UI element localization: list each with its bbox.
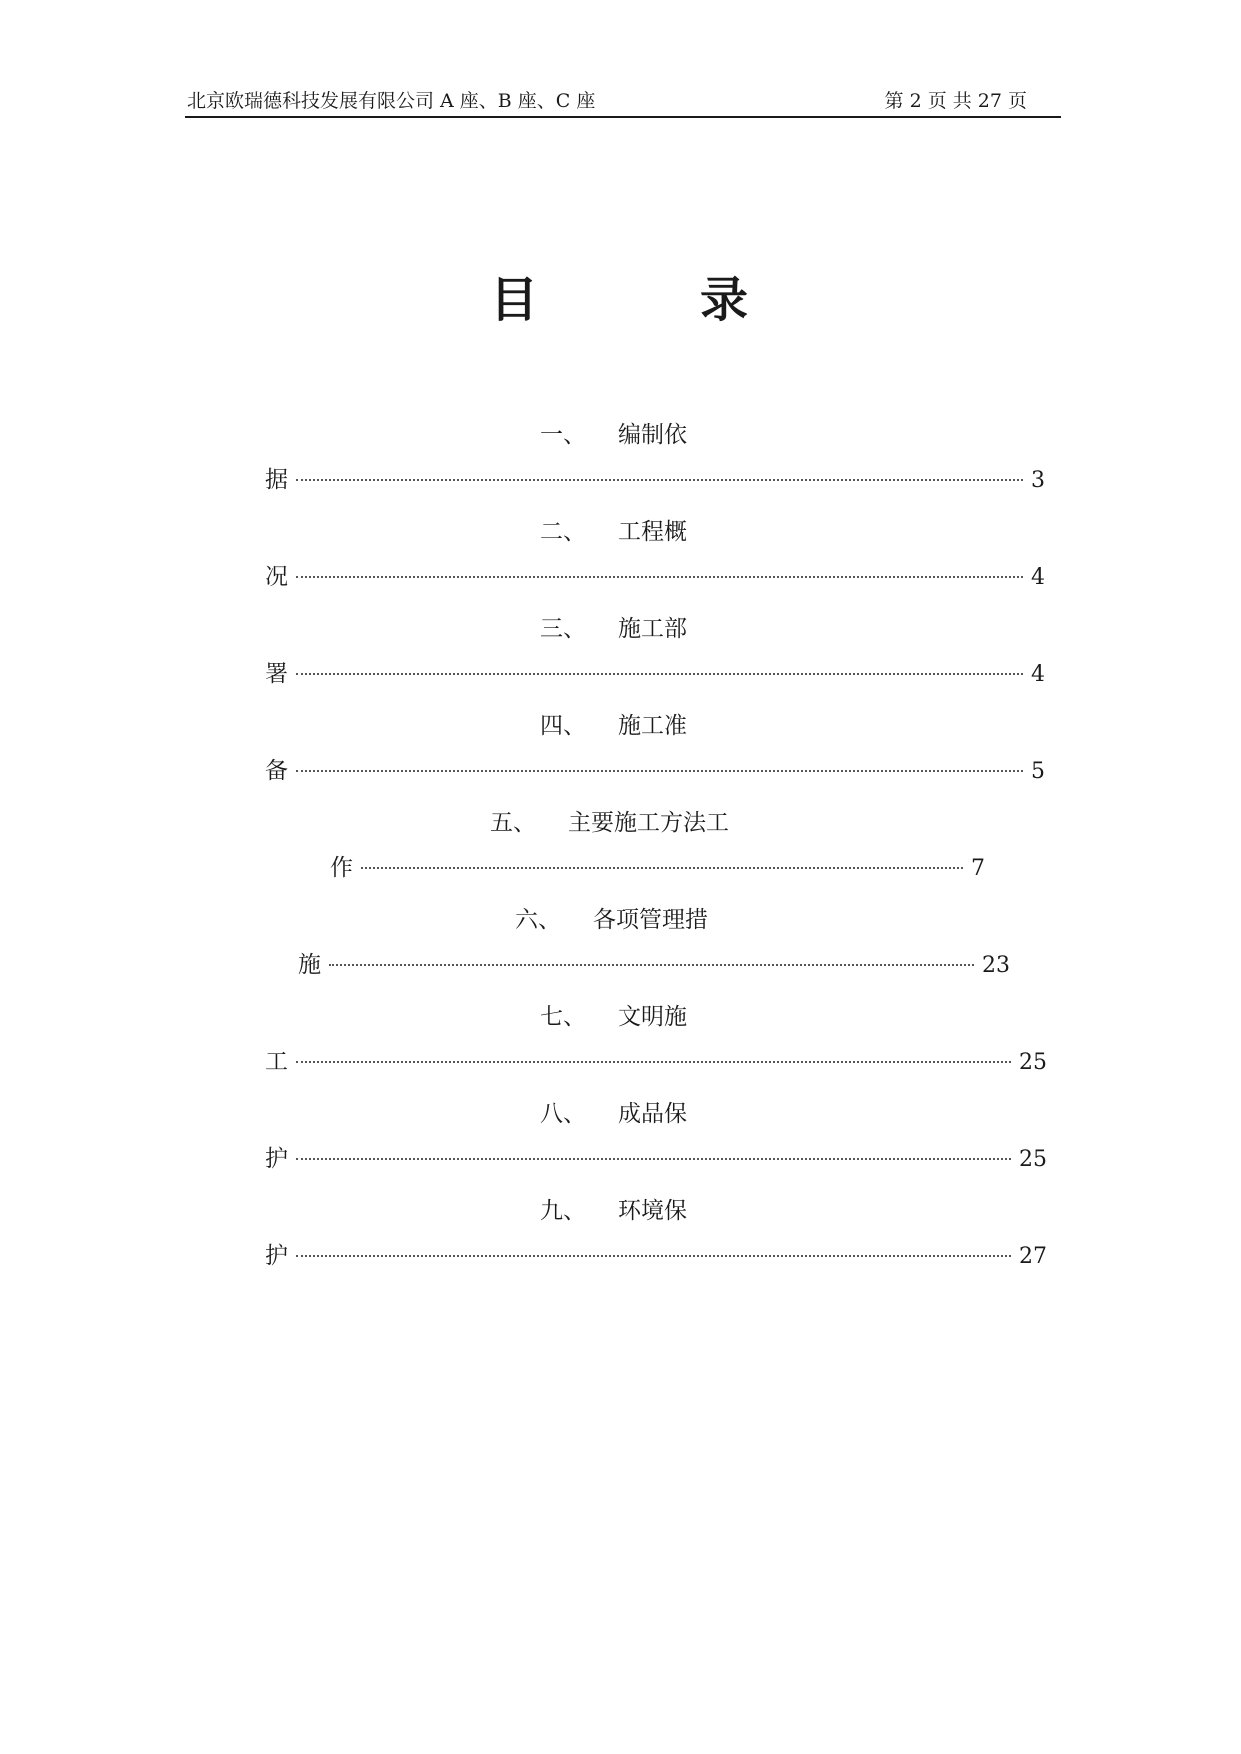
toc-entry[interactable] [0,803,1241,900]
toc-continuation-text: 备 [265,758,288,784]
toc-number: 八、 [540,1101,586,1127]
toc-line [265,654,1045,694]
toc-line [265,557,1045,597]
toc-number: 七、 [540,1004,586,1030]
toc-line [265,1042,1047,1082]
toc-number: 五、 [490,810,536,836]
toc-heading-text: 工程概 [618,519,687,545]
toc-continuation-text: 据 [265,467,288,493]
toc-number: 九、 [540,1198,586,1224]
toc-entry[interactable] [0,512,1241,609]
page-title [0,270,1241,330]
toc-leader-dots [296,671,1023,675]
toc-entry[interactable] [0,706,1241,803]
toc-page-number: 4 [1031,662,1045,687]
toc-heading [490,803,729,843]
toc-number: 四、 [540,713,586,739]
toc-page-number: 5 [1031,759,1045,784]
toc-entry[interactable] [0,1191,1241,1288]
toc-number: 一、 [540,422,586,448]
toc-page-number: 27 [1019,1244,1047,1269]
toc-continuation-text: 况 [265,564,288,590]
toc-number: 三、 [540,616,586,642]
toc-leader-dots [361,865,963,869]
toc-heading-text: 施工部 [618,616,687,642]
toc-heading [515,900,708,940]
toc-leader-dots [329,962,974,966]
toc-number: 六、 [515,907,561,933]
toc-leader-dots [296,1253,1011,1257]
toc-heading [540,609,687,649]
toc-heading-text: 文明施 [618,1004,687,1030]
page-header [185,88,1061,118]
toc-heading-text: 编制依 [618,422,687,448]
toc-page-number: 23 [982,953,1010,978]
title-char-1: 目 [490,272,539,328]
toc-heading [540,997,687,1037]
toc-heading-text: 施工准 [618,713,687,739]
toc-page-number: 25 [1019,1050,1047,1075]
toc-number: 二、 [540,519,586,545]
table-of-contents [0,415,1241,1288]
toc-heading [540,706,687,746]
toc-entry[interactable] [0,1094,1241,1191]
toc-continuation-text: 护 [265,1146,288,1172]
toc-entry[interactable] [0,997,1241,1094]
header-company-text: 北京欧瑞德科技发展有限公司 A 座、B 座、C 座 [187,90,596,112]
toc-entry[interactable] [0,900,1241,997]
header-page-indicator: 第 2 页 共 27 页 [884,90,1027,112]
toc-line [298,945,1010,985]
toc-entry[interactable] [0,415,1241,512]
toc-heading [540,415,687,455]
toc-page-number: 4 [1031,565,1045,590]
toc-heading [540,512,687,552]
toc-entry[interactable] [0,609,1241,706]
toc-heading-text: 主要施工方法工 [568,810,729,836]
toc-continuation-text: 护 [265,1243,288,1269]
toc-continuation-text: 作 [330,855,353,881]
toc-page-number: 7 [971,856,985,881]
toc-heading [540,1191,687,1231]
toc-continuation-text: 施 [298,952,321,978]
toc-line [265,1236,1047,1276]
toc-page-number: 3 [1031,468,1045,493]
toc-heading-text: 环境保 [618,1198,687,1224]
toc-page-number: 25 [1019,1147,1047,1172]
toc-line [330,848,985,888]
toc-continuation-text: 工 [265,1049,288,1075]
toc-leader-dots [296,768,1023,772]
toc-line [265,460,1045,500]
toc-leader-dots [296,1156,1011,1160]
title-char-2: 录 [700,272,749,328]
toc-heading-text: 各项管理措 [593,907,708,933]
toc-leader-dots [296,574,1023,578]
toc-continuation-text: 署 [265,661,288,687]
toc-leader-dots [296,477,1023,481]
toc-leader-dots [296,1059,1011,1063]
toc-line [265,751,1045,791]
toc-heading-text: 成品保 [618,1101,687,1127]
toc-heading [540,1094,687,1134]
toc-line [265,1139,1047,1179]
